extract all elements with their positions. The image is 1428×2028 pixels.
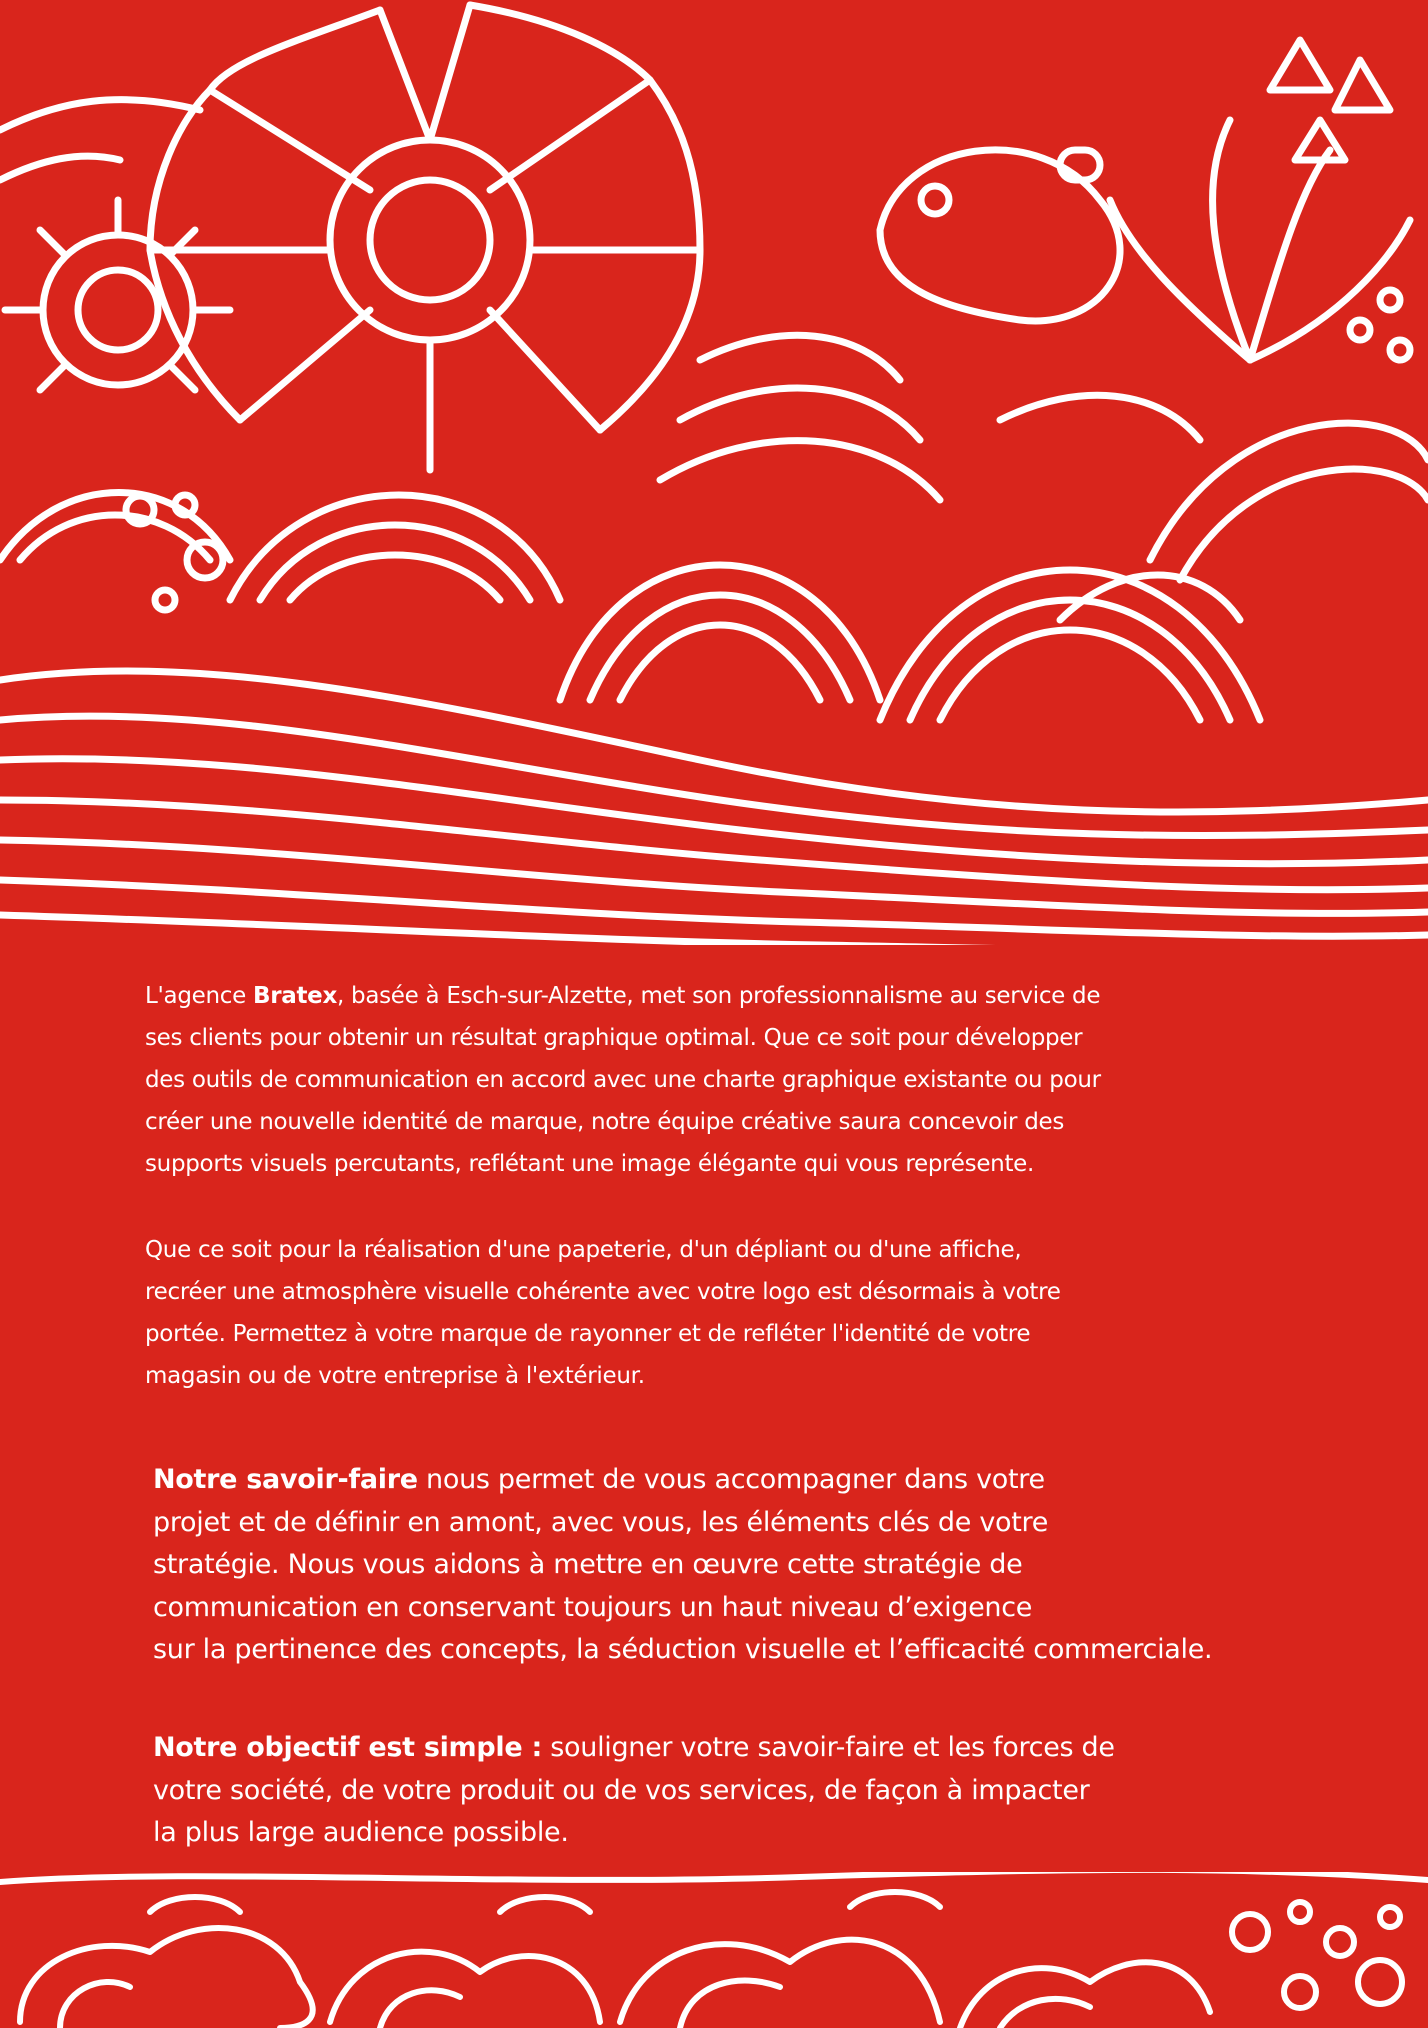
objectif-heading: Notre objectif est simple : [153, 1732, 542, 1763]
intro-paragraph [145, 975, 1305, 1185]
company-name: Bratex [252, 983, 337, 1009]
text-panel [0, 945, 1428, 1875]
savoir-faire-paragraph [153, 1459, 1413, 1672]
objectif-paragraph [153, 1727, 1413, 1855]
intro-text: , basée à Esch-sur-Alzette, met son professionnalisme au service de ses clients pour obtenir un résultat graphique optimal. Que ce soit pour développer des outils de communication en accord avec une charte graphique existante ou pour créer une nouvelle identité de marque, notre équipe créative saura concevoir des supports visuels percutants, reflétant une image élégante qui vous représente. [145, 983, 1101, 1177]
bottom-illustration [0, 1872, 1428, 2028]
savoir-faire-heading: Notre savoir-faire [153, 1464, 418, 1495]
savoir-faire-text: nous permet de vous accompagner dans votre projet et de définir en amont, avec vous, les éléments clés de votre stratégie. Nous vous aidons à mettre en œuvre cette stratégie de communication en conservant toujours un haut niveau d’exigence sur la pertinence des concepts, la séduction visuelle et l’efficacité commerciale. [153, 1464, 1213, 1665]
paragraph2-text: Que ce soit pour la réalisation d'une papeterie, d'un dépliant ou d'une affiche, recréer une atmosphère visuelle cohérente avec votre logo est désormais à votre portée. Permettez à votre marque de rayonner et de refléter l'identité de votre magasin ou de votre entreprise à l'extérieur. [145, 1237, 1061, 1389]
intro-prefix: L'agence [145, 983, 253, 1009]
paragraph-papeterie [145, 1229, 1305, 1397]
top-illustration [0, 0, 1428, 950]
objectif-text: souligner votre savoir-faire et les forces de votre société, de votre produit ou de vos services, de façon à impacter la plus large audience possible. [153, 1732, 1115, 1848]
